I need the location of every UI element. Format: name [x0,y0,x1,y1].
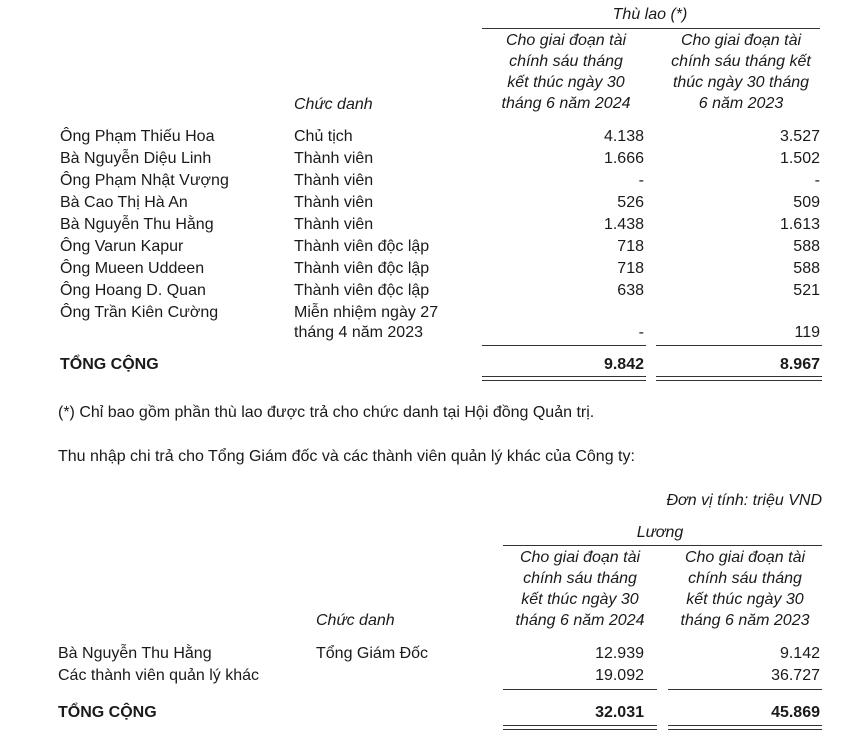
total-double-rule-2023 [656,376,822,381]
row-title: Thành viên độc lập [294,260,430,277]
row-name: Bà Cao Thị Hà An [60,194,188,211]
row-title: Miễn nhiệm ngày 27 [294,304,439,321]
row-name: Ông Phạm Thiếu Hoa [60,128,215,145]
col-header-2024: Cho giai đoạn tài chính sáu tháng kết thúc ngày 30 tháng 6 năm 2024 [515,549,645,629]
footnote: (*) Chỉ bao gồm phần thù lao được trả cho chức danh tại Hội đồng Quản trị. [58,404,595,421]
row-title: Thành viên [294,172,374,189]
row-name: Bà Nguyễn Diệu Linh [60,150,212,167]
row-name: Ông Mueen Uddeen [60,260,205,277]
row-value-2024: 1.438 [603,216,644,233]
row-title: Chủ tịch [294,128,353,145]
row-value-2024: 526 [617,194,644,211]
unit-label: Đơn vị tính: triệu VND [666,492,822,509]
subtotal-rule-2023 [668,689,822,690]
row-name: Ông Hoang D. Quan [60,282,206,299]
row-value-2023: 521 [793,282,820,299]
row-value-2023: 36.727 [771,667,820,684]
row-value-2024: 638 [617,282,644,299]
row-value-2024: 4.138 [603,128,644,145]
row-value-2023: 1.613 [779,216,820,233]
row-value-2023: 588 [793,260,820,277]
total-value-2023: 8.967 [779,356,820,373]
total-double-rule-2024 [482,376,646,381]
col-header-2024: Cho giai đoạn tài chính sáu tháng kết thúc ngày 30 tháng 6 năm 2024 [501,32,631,112]
row-name: Ông Trần Kiên Cường [60,304,219,321]
col-header-2023: Cho giai đoạn tài chính sáu tháng kết thúc ngày 30 tháng 6 năm 2023 [671,32,811,112]
col-header-2023: Cho giai đoạn tài chính sáu tháng kết thúc ngày 30 tháng 6 năm 2023 [680,549,810,629]
row-title: Thành viên [294,216,374,233]
subtotal-rule-2024 [503,689,657,690]
subtotal-rule-2024 [482,345,646,346]
total-value-2024: 9.842 [603,356,644,373]
row-value-2024: 12.939 [595,645,644,662]
row-name: Bà Nguyễn Thu Hằng [60,216,214,233]
row-name: Ông Varun Kapur [60,238,184,255]
total-double-rule-2023 [668,725,822,730]
row-value-2023: - [814,172,820,189]
row-value-2023: 9.142 [779,645,820,662]
row-title: Thành viên [294,150,374,167]
row-title: Tổng Giám Đốc [316,645,429,662]
col-header-title: Chức danh [294,96,373,113]
row-title: Thành viên [294,194,374,211]
group-header: Lương [636,524,684,541]
intro-text: Thu nhập chi trả cho Tổng Giám đốc và các thành viên quản lý khác của Công ty: [58,448,635,465]
row-title-continued: tháng 4 năm 2023 [294,324,423,341]
row-value-2023: 119 [794,324,820,341]
header-rule [503,545,822,546]
total-label: TỔNG CỘNG [58,704,157,721]
row-value-2024: - [638,172,644,189]
total-value-2024: 32.031 [595,704,644,721]
row-name: Bà Nguyễn Thu Hằng [58,645,212,662]
row-name: Các thành viên quản lý khác [58,667,260,684]
group-header: Thù lao (*) [612,6,688,23]
row-title: Thành viên độc lập [294,238,430,255]
total-value-2023: 45.869 [771,704,820,721]
row-value-2023: 588 [793,238,820,255]
row-value-2023: 1.502 [779,150,820,167]
row-value-2023: 3.527 [779,128,820,145]
header-rule [482,28,820,29]
total-label: TỔNG CỘNG [60,356,159,373]
row-value-2024: 718 [617,238,644,255]
row-value-2024: - [638,324,644,341]
row-name: Ông Phạm Nhật Vượng [60,172,229,189]
row-value-2024: 19.092 [595,667,644,684]
row-value-2023: 509 [793,194,820,211]
row-title: Thành viên độc lập [294,282,430,299]
row-value-2024: 1.666 [603,150,644,167]
col-header-title: Chức danh [316,612,395,629]
total-double-rule-2024 [503,725,657,730]
subtotal-rule-2023 [656,345,822,346]
row-value-2024: 718 [617,260,644,277]
